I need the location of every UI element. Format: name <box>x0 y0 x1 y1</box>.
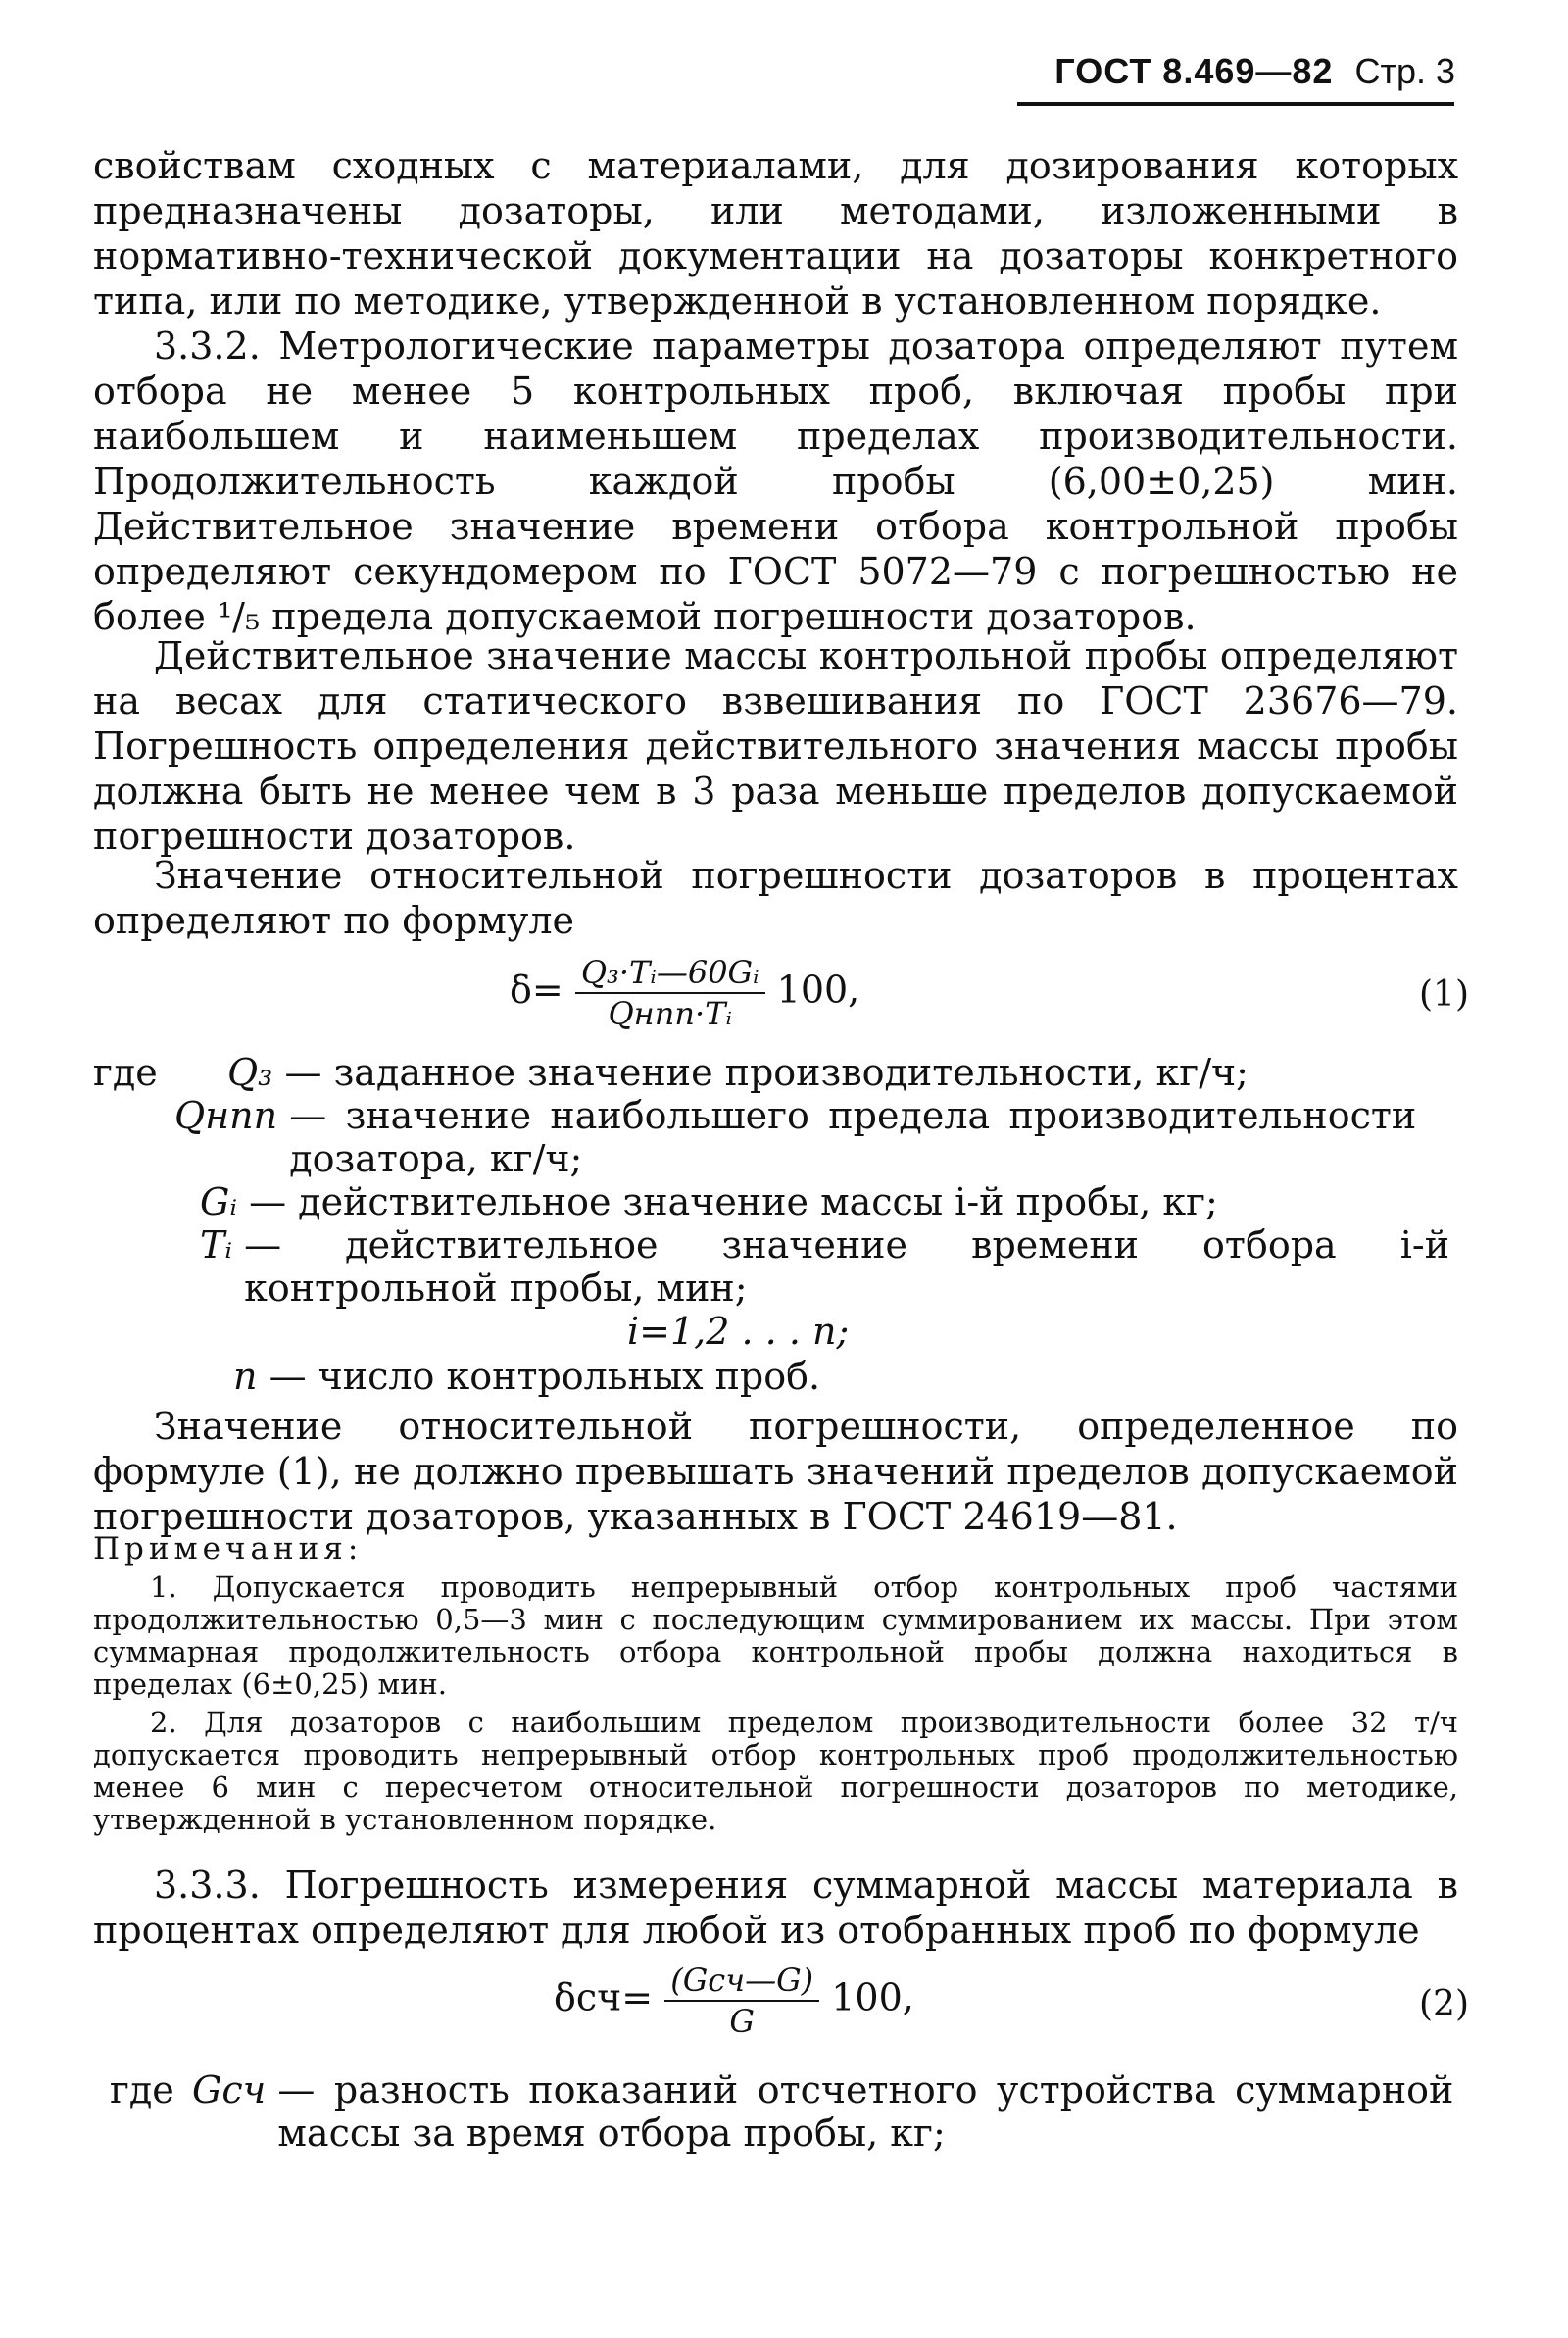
formula-2-number: (2) <box>1419 1984 1469 2024</box>
definition-q3 <box>227 1051 1249 1094</box>
notes-title: Примечания: <box>93 1531 364 1567</box>
formula-1-lhs: δ= <box>510 968 564 1012</box>
symbol-qnpp: Qнпп <box>174 1094 278 1137</box>
paragraph-3-3-3: 3.3.3. Погрешность измерения суммарной массы материала в процентах определяют для любой из отобранных проб по формуле <box>93 1864 1458 1952</box>
paragraph-formula-intro: Значение относительной погрешности дозаторов в процентах определяют по формуле <box>93 854 1458 942</box>
note-2: 2. Для дозаторов с наибольшим пределом производительности более 32 т/ч допускается проводить непрерывный отбор контрольных проб продолжительностью менее 6 мин с пересчетом относительной погрешности дозаторов по методике, утвержденной в установленном порядке. <box>93 1706 1458 1836</box>
definition-ti <box>200 1223 1449 1310</box>
definitions-2-lead: где <box>110 2068 174 2112</box>
definition-gi-text: — действительное значение массы i-й пробы, кг; <box>249 1180 1218 1223</box>
formula-1-definitions <box>0 1051 1568 1404</box>
formula-1-fraction <box>575 954 765 1032</box>
definitions-lead: где <box>93 1051 158 1094</box>
note-1: 1. Допускается проводить непрерывный отбор контрольных проб частями продолжительностью 0,5—3 мин с последующим суммированием их массы. При этом суммарная продолжительность отбора контрольной пробы должна находиться в пределах (6±0,25) мин. <box>93 1570 1458 1701</box>
symbol-gsch: Gсч <box>192 2068 267 2112</box>
definition-ti-text: — действительное значение времени отбора i-й контрольной пробы, мин; <box>244 1223 1450 1310</box>
definition-n <box>233 1355 820 1398</box>
paragraph-limit: Значение относительной погрешности, определенное по формуле (1), не должно превышать значений пределов допускаемой погрешности дозаторов, указанных в ГОСТ 24619—81. <box>93 1405 1458 1538</box>
page-header <box>1019 51 1455 92</box>
formula-1-numerator: Q₃·Tᵢ—60Gᵢ <box>575 957 765 994</box>
paragraph-continuation: свойствам сходных с материалами, для дозирования которых предназначены дозаторы, или методами, изложенными в нормативно-технической документации на дозаторы конкретного типа, или по методике, утвержденной в установленном порядке. <box>93 144 1458 323</box>
formula-1-denominator: Qнпп·Tᵢ <box>608 995 732 1032</box>
formula-1 <box>510 954 860 1032</box>
definition-q3-text: — заданное значение производительности, кг/ч; <box>284 1051 1249 1094</box>
standard-number: ГОСТ 8.469—82 <box>1054 51 1334 91</box>
symbol-gi: Gᵢ <box>200 1180 237 1223</box>
formula-2-lhs: δсч= <box>554 1975 654 2019</box>
formula-2-definitions <box>0 2068 1568 2166</box>
formula-2-denominator: G <box>729 2003 755 2040</box>
notes-block <box>93 1533 1458 1836</box>
formula-2-factor: 100, <box>831 1975 914 2019</box>
definition-n-text: — число контрольных проб. <box>269 1355 821 1398</box>
formula-2 <box>554 1962 914 2040</box>
index-range: i=1,2 . . . n; <box>627 1310 850 1353</box>
formula-1-factor: 100, <box>776 968 860 1012</box>
definition-gsch-text: — разность показаний отсчетного устройства суммарной массы за время отбора пробы, кг; <box>277 2068 1454 2155</box>
definition-gi <box>200 1180 1218 1223</box>
symbol-q3: Q₃ <box>227 1051 273 1094</box>
symbol-ti: Tᵢ <box>200 1223 232 1267</box>
formula-2-fraction <box>664 1962 819 2040</box>
definition-qnpp-text: — значение наибольшего предела производительности дозатора, кг/ч; <box>289 1094 1417 1180</box>
definition-qnpp <box>174 1094 1416 1180</box>
symbol-n: n <box>233 1355 258 1398</box>
formula-2-numerator: (Gсч—G) <box>664 1965 819 2002</box>
header-rule <box>1017 102 1454 106</box>
formula-1-number: (1) <box>1419 974 1469 1015</box>
paragraph-mass: Действительное значение массы контрольной пробы определяют на весах для статического взвешивания по ГОСТ 23676—79. Погрешность определения действительного значения массы пробы должна быть не менее чем в 3 раза меньше пределов допускаемой погрешности дозаторов. <box>93 634 1458 858</box>
paragraph-3-3-2: 3.3.2. Метрологические параметры дозатора определяют путем отбора не менее 5 контрольных проб, включая пробы при наибольшем и наименьшем пределах производительности. Продолжительность каждой пробы (6,00±0,25) мин. Действительное значение времени отбора контрольной пробы определяют секундомером по ГОСТ 5072—79 с погрешностью не более ¹/₅ предела допускаемой погрешности дозаторов. <box>93 324 1458 638</box>
definition-gsch <box>192 2068 1453 2155</box>
page-number: Стр. 3 <box>1354 51 1455 91</box>
